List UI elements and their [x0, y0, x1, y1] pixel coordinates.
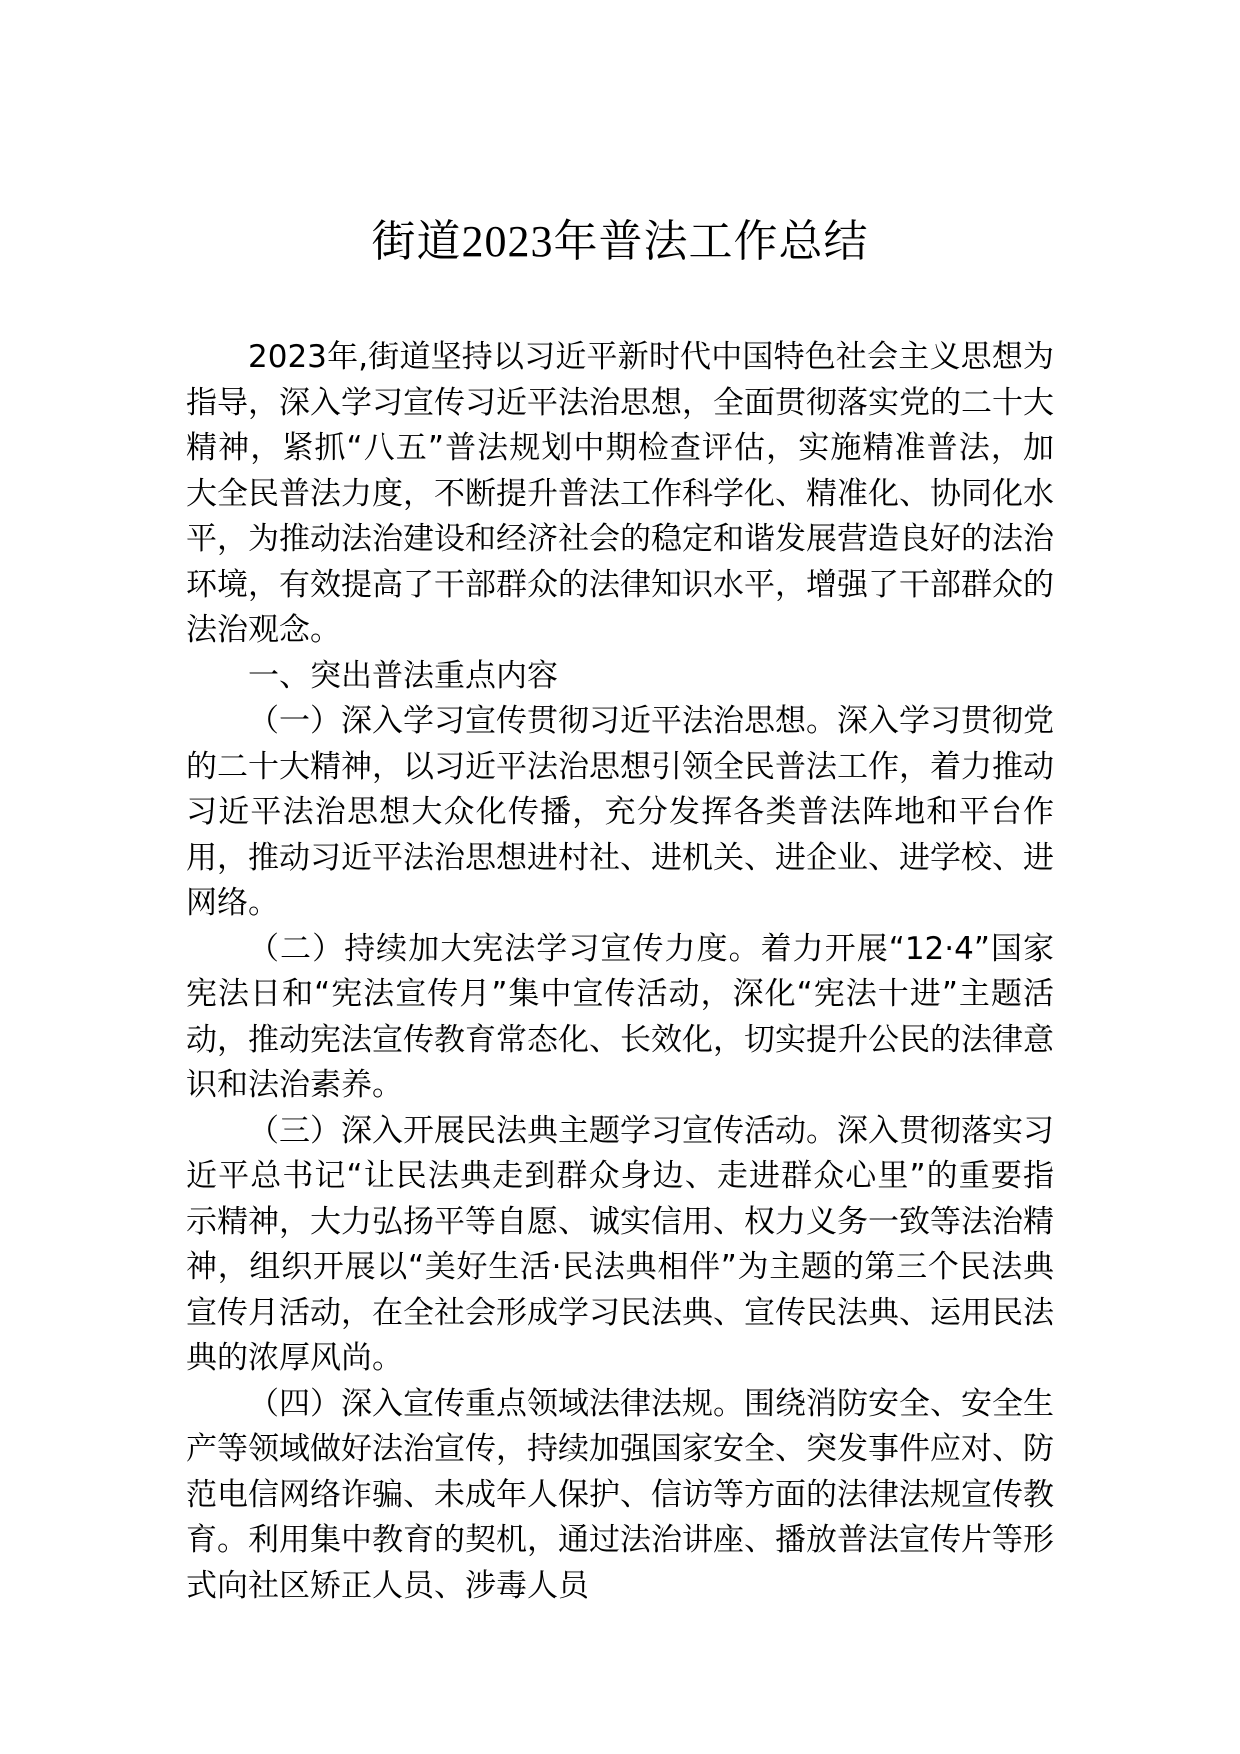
document-title: 街道2023年普法工作总结 — [371, 217, 869, 266]
section-heading-1: 一、突出普法重点内容 — [248, 657, 558, 694]
subsection-paragraph-4: （四）深入宣传重点领域法律法规。围绕消防安全、安全生产等领域做好法治宣传，持续加强国家安全、突发事件应对、防范电信网络诈骗、未成年人保护、信访等方面的法律法规宣传教育。利用集中教育的契机，通过法治讲座、播放普法宣传片等形式向社区矫正人员、涉毒人员 — [186, 1385, 1054, 1604]
intro-paragraph: 2023年,街道坚持以习近平新时代中国特色社会主义思想为指导，深入学习宣传习近平法治思想，全面贯彻落实党的二十大精神，紧抓“八五”普法规划中期检查评估，实施精准普法，加大全民普法力度，不断提升普法工作科学化、精准化、协同化水平，为推动法治建设和经济社会的稳定和谐发展营造良好的法治环境，有效提高了干部群众的法律知识水平，增强了干部群众的法治观念。 — [186, 339, 1054, 648]
subsection-paragraph-2: （二）持续加大宪法学习宣传力度。着力开展“12·4”国家宪法日和“宪法宣传月”集中宣传活动，深化“宪法十进”主题活动，推动宪法宣传教育常态化、长效化，切实提升公民的法律意识和法治素养。 — [186, 930, 1054, 1103]
subsection-paragraph-3: （三）深入开展民法典主题学习宣传活动。深入贯彻落实习近平总书记“让民法典走到群众身边、走进群众心里”的重要指示精神，大力弘扬平等自愿、诚实信用、权力义务一致等法治精神，组织开展以“美好生活·民法典相伴”为主题的第三个民法典宣传月活动，在全社会形成学习民法典、宣传民法典、运用民法典的浓厚风尚。 — [186, 1112, 1054, 1376]
document-body — [186, 335, 1054, 1609]
subsection-paragraph-1: （一）深入学习宣传贯彻习近平法治思想。深入学习贯彻党的二十大精神，以习近平法治思想引领全民普法工作，着力推动习近平法治思想大众化传播，充分发挥各类普法阵地和平台作用，推动习近平法治思想进村社、进机关、进企业、进学校、进网络。 — [186, 703, 1054, 921]
